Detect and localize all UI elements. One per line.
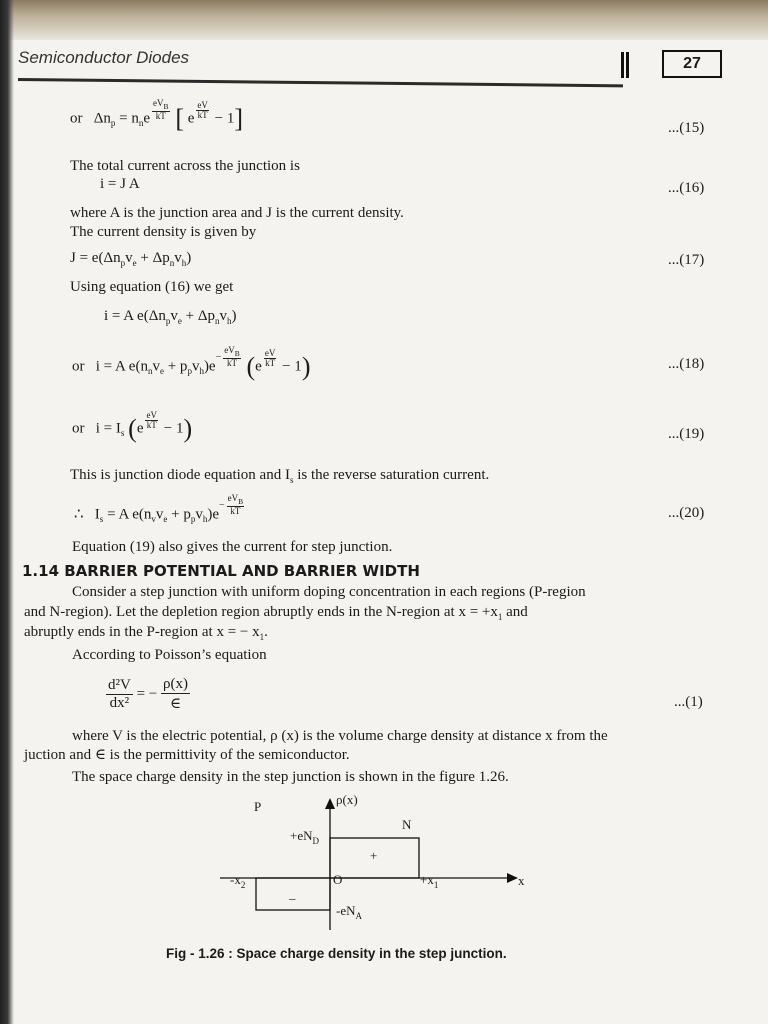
equation-number-1: ...(1) xyxy=(674,694,703,710)
equation-number-15: ...(15) xyxy=(668,120,705,136)
paragraph-permittivity: juction and ∈ is the permittivity of the semiconductor. xyxy=(24,747,350,763)
paragraph-figure-intro: The space charge density in the step junction is shown in the figure 1.26. xyxy=(72,769,509,785)
book-spine-shadow xyxy=(0,0,14,1024)
header-bars-ornament xyxy=(621,52,631,78)
page-number: 27 xyxy=(662,50,722,78)
page-top-shadow xyxy=(0,0,768,40)
equation-17: $J = e(\Delta n_pv_e + \Delta p_nv_h)$ xyxy=(70,250,192,268)
paragraph-total-current: The total current across the junction is xyxy=(70,158,300,174)
section-heading: 1.14 BARRIER POTENTIAL AND BARRIER WIDTH xyxy=(22,562,420,580)
paragraph-step-junction: Equation (19) also gives the current for step junction. xyxy=(72,539,393,555)
space-charge-density-figure xyxy=(200,790,550,940)
paragraph-depletion-p: abruptly ends in the P-region at x = − $x_1$. xyxy=(24,624,268,642)
paragraph-line: Consider a step junction with uniform doping concentration in each regions (P-region xyxy=(72,584,586,600)
x-axis-arrowhead xyxy=(507,873,518,883)
equation-16: i = J A xyxy=(100,176,140,192)
figure-label-neg-ena: $-eN_A$ xyxy=(336,903,362,921)
equation-20: ∴ $I_s = A$ $e(n_vv_e + p_pv_h)e^-$ $\frac{eV_B}{kT}$ xyxy=(74,493,244,525)
equation-15: or $\Delta n_p = n_ne$ $\frac{eV_B}{kT}$ [ e $\frac{eV}{kT}$ − 1] xyxy=(70,98,244,133)
figure-label-pos-x1: $+x_1$ xyxy=(420,872,439,890)
paragraph-step-junction-doping xyxy=(72,583,718,602)
equation-number-17: ...(17) xyxy=(668,252,705,268)
figure-label-n: N xyxy=(402,817,412,832)
figure-label-p: P xyxy=(254,799,262,814)
running-header-title: Semiconductor Diodes xyxy=(18,48,190,67)
equation-number-19: ...(19) xyxy=(668,426,705,442)
figure-label-neg-x2: $-x_2$ xyxy=(230,872,246,890)
figure-label-rho: ρ(x) xyxy=(336,792,358,807)
y-axis-arrowhead xyxy=(325,798,335,809)
figure-label-x: x xyxy=(518,873,525,888)
paragraph-junction-area: where A is the junction area and J is the current density. xyxy=(70,205,404,221)
equation-i-expanded: i = A $e(\Delta n_pv_e + \Delta p_nv_h)$ xyxy=(104,308,237,326)
equation-number-18: ...(18) xyxy=(668,356,705,372)
paragraph-poisson: According to Poisson’s equation xyxy=(72,647,267,663)
figure-label-plus: + xyxy=(370,848,378,863)
equation-number-20: ...(20) xyxy=(668,505,705,521)
equation-19: or $i = I_s$ (e $\frac{eV}{kT}$ − 1) xyxy=(72,409,193,443)
paragraph-diode-equation: This is junction diode equation and $I_s$ is the reverse saturation current. xyxy=(70,467,490,485)
equation-18: or i = A $e(n_nv_e + p_pv_h)e^-$ $\frac{eV_B}{kT}$ (e $\frac{eV}{kT}$ − 1) xyxy=(72,345,311,381)
figure-label-plus-end: $+eN_D$ xyxy=(290,828,319,846)
figure-label-minus: _ xyxy=(289,886,296,901)
paragraph-electric-potential: where V is the electric potential, ρ (x) is the volume charge density at distance x from the xyxy=(72,728,608,744)
equation-number-16: ...(16) xyxy=(668,180,705,196)
header-rule xyxy=(18,78,623,87)
paragraph-depletion-n: and N-region). Let the depletion region abruptly ends in the N-region at $x = +x_1$ and xyxy=(24,604,528,622)
figure-caption: Fig - 1.26 : Space charge density in the step junction. xyxy=(166,946,507,961)
equation-1-poisson: $\frac{\text{d²V}}{\text{dx²}}$ = − ρ(x) ∈ xyxy=(108,676,188,712)
paragraph-current-density: The current density is given by xyxy=(70,224,257,240)
figure-label-origin: O xyxy=(333,872,343,887)
paragraph-using-equation: Using equation (16) we get xyxy=(70,279,234,295)
